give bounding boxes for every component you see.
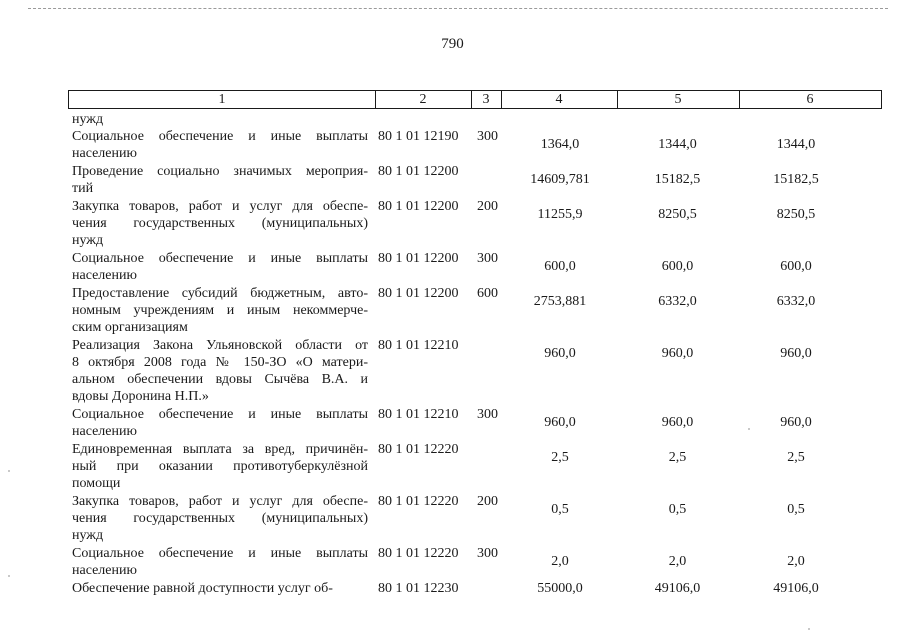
column-header-3: 3: [482, 92, 490, 107]
value-col5: 0,5: [668, 502, 687, 517]
description-line: ный при оказании противотуберкулёзной: [72, 459, 368, 474]
target-code: 80 1 01 12200: [378, 251, 459, 266]
target-code: 80 1 01 12200: [378, 164, 459, 179]
description-line: Социальное обеспечение и иные выплаты: [72, 407, 368, 422]
scan-speck: [748, 428, 750, 430]
target-code: 80 1 01 12200: [378, 199, 459, 214]
value-col4: 14609,781: [530, 172, 590, 187]
expense-type-code: 300: [477, 546, 498, 561]
target-code: 80 1 01 12210: [378, 338, 459, 353]
scan-speck: [8, 470, 10, 472]
description-line: населению: [72, 563, 137, 578]
description-line: помощи: [72, 476, 121, 491]
description-line: чения государственных (муниципальных): [72, 511, 368, 526]
description-line: населению: [72, 424, 137, 439]
description-line: нужд: [72, 112, 104, 127]
description-line: населению: [72, 146, 137, 161]
row-description: [72, 250, 368, 284]
value-col4: 1364,0: [540, 137, 580, 152]
value-col5: 600,0: [661, 259, 694, 274]
row-description: [72, 111, 368, 128]
scan-speck: [8, 575, 10, 577]
description-line: Единовременная выплата за вред, причинён-: [72, 442, 368, 457]
value-col6: 600,0: [780, 259, 812, 274]
description-line: Закупка товаров, работ и услуг для обеспе-: [72, 494, 368, 509]
row-description: [72, 128, 368, 162]
target-code: 80 1 01 12190: [378, 129, 459, 144]
row-description: [72, 285, 368, 336]
target-code: 80 1 01 12200: [378, 286, 459, 301]
column-header-1: 1: [218, 92, 226, 107]
value-col4: 960,0: [544, 346, 576, 361]
row-description: [72, 441, 368, 492]
page-number: 790: [441, 36, 464, 52]
value-col5: 1344,0: [658, 137, 697, 152]
row-description: [72, 406, 368, 440]
value-col4: 55000,0: [537, 581, 583, 596]
value-col4: 2753,881: [533, 294, 587, 309]
row-description: [72, 545, 368, 579]
description-line: вдовы Доронина Н.П.»: [72, 389, 209, 404]
value-col5: 960,0: [661, 346, 694, 361]
expense-type-code: 200: [477, 199, 498, 214]
expense-type-code: 200: [477, 494, 498, 509]
description-line: 8 октября 2008 года № 150-ЗО «О матери-: [72, 355, 368, 370]
description-line: альном обеспечении вдовы Сычёва В.А. и: [72, 372, 368, 387]
value-col5: 960,0: [661, 415, 694, 430]
value-col5: 49106,0: [654, 581, 701, 596]
column-header-5: 5: [674, 92, 682, 107]
row-description: [72, 337, 368, 405]
row-description: [72, 198, 368, 249]
value-col5: 2,5: [668, 450, 687, 465]
target-code: 80 1 01 12220: [378, 546, 459, 561]
value-col6: 960,0: [780, 415, 812, 430]
expense-type-code: 300: [477, 129, 498, 144]
description-line: тий: [72, 181, 94, 196]
expense-type-code: 600: [477, 286, 498, 301]
description-line: Социальное обеспечение и иные выплаты: [72, 129, 368, 144]
value-col5: 2,0: [668, 554, 687, 569]
value-col6: 1344,0: [776, 137, 816, 152]
description-line: Обеспечение равной доступности услуг об-: [72, 581, 333, 596]
column-header-4: 4: [555, 92, 563, 107]
value-col4: 2,0: [551, 554, 569, 569]
description-line: Социальное обеспечение и иные выплаты: [72, 251, 368, 266]
value-col6: 960,0: [780, 346, 812, 361]
target-code: 80 1 01 12220: [378, 494, 459, 509]
description-line: нужд: [72, 233, 104, 248]
value-col5: 15182,5: [654, 172, 701, 187]
target-code: 80 1 01 12210: [378, 407, 459, 422]
value-col6: 8250,5: [776, 207, 816, 222]
value-col4: 0,5: [551, 502, 569, 517]
row-description: [72, 163, 368, 197]
value-col6: 49106,0: [773, 581, 819, 596]
description-line: Проведение социально значимых мероприя-: [72, 164, 368, 179]
description-line: Реализация Закона Ульяновской области от: [72, 338, 368, 353]
value-col6: 0,5: [787, 502, 805, 517]
table-column-header: [68, 90, 882, 109]
row-description: [72, 580, 368, 597]
value-col6: 2,0: [787, 554, 805, 569]
value-col4: 600,0: [544, 259, 576, 274]
expense-type-code: 300: [477, 251, 498, 266]
row-description: [72, 493, 368, 544]
expense-type-code: 300: [477, 407, 498, 422]
scan-top-edge: [28, 8, 888, 9]
value-col6: 6332,0: [776, 294, 816, 309]
value-col4: 11255,9: [537, 207, 583, 222]
target-code: 80 1 01 12220: [378, 442, 459, 457]
value-col6: 15182,5: [773, 172, 819, 187]
description-line: ским организациям: [72, 320, 188, 335]
value-col4: 2,5: [551, 450, 569, 465]
value-col6: 2,5: [787, 450, 805, 465]
target-code: 80 1 01 12230: [378, 581, 459, 596]
column-header-2: 2: [419, 92, 427, 107]
value-col5: 8250,5: [658, 207, 697, 222]
description-line: Закупка товаров, работ и услуг для обеспе-: [72, 199, 368, 214]
description-line: Социальное обеспечение и иные выплаты: [72, 546, 368, 561]
description-line: населению: [72, 268, 137, 283]
description-line: Предоставление субсидий бюджетным, авто-: [72, 286, 368, 301]
scan-speck: [808, 628, 810, 630]
value-col5: 6332,0: [658, 294, 697, 309]
value-col4: 960,0: [544, 415, 576, 430]
column-header-6: 6: [806, 92, 814, 107]
description-line: чения государственных (муниципальных): [72, 216, 368, 231]
description-line: номным учреждениям и иным некоммерче-: [72, 303, 368, 318]
description-line: нужд: [72, 528, 104, 543]
